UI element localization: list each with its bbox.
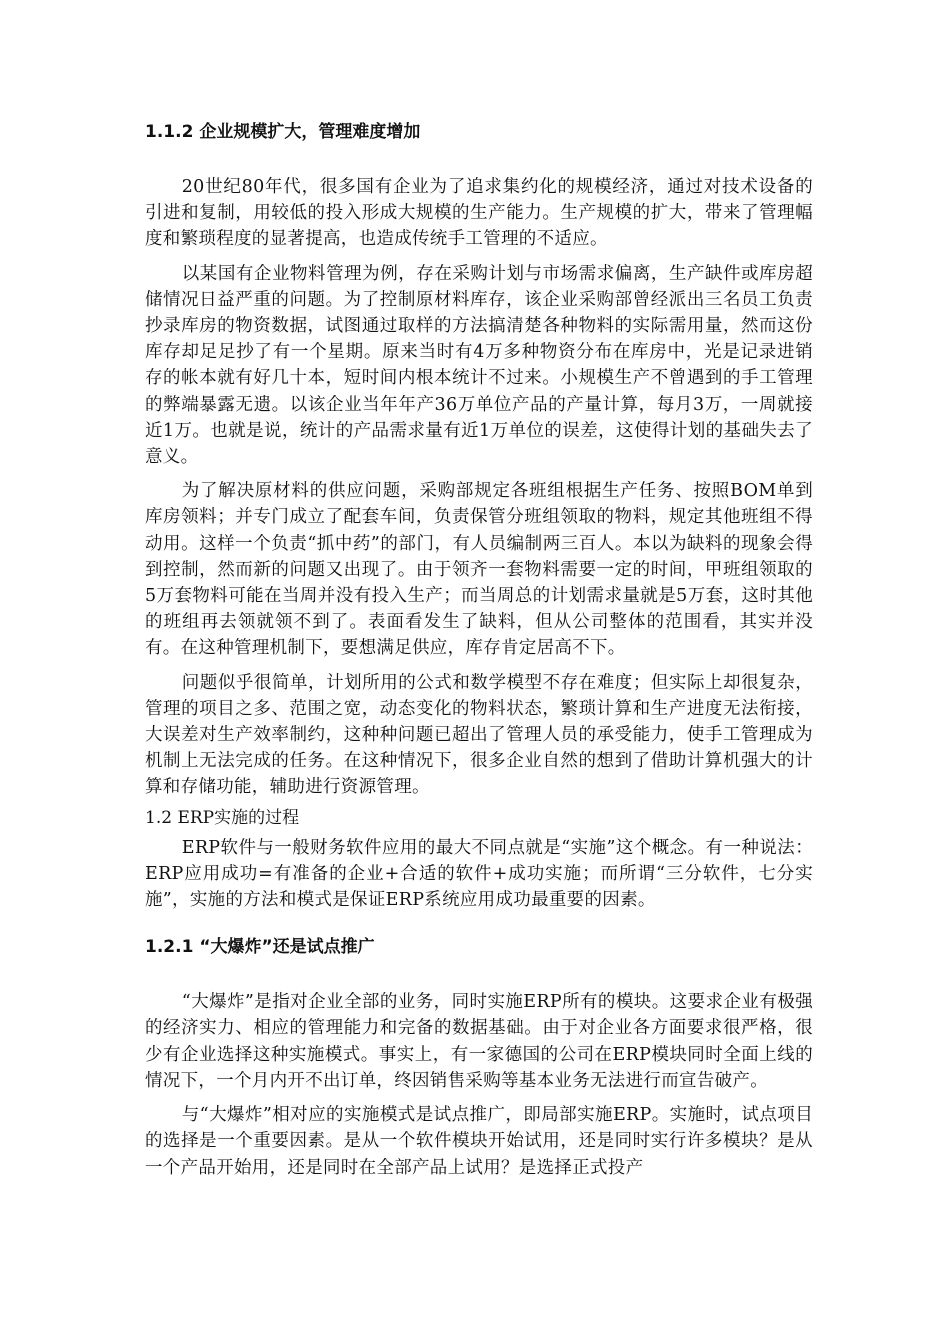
paragraph: 与“大爆炸”相对应的实施模式是试点推广，即局部实施ERP。实施时，试点项目的选择是一个重要因素。是从一个软件模块开始试用，还是同时实行许多模块？是从一个产品开始用，还是同时在全部产品上试用？是选择正式投产 (145, 1105, 813, 1178)
section-heading-1-2: 1.2 ERP实施的过程 (145, 807, 300, 828)
section-heading-1-2-1: 1.2.1 “大爆炸”还是试点推广 (145, 937, 375, 958)
section-heading-1-1-2: 1.1.2 企业规模扩大，管理难度增加 (145, 122, 421, 142)
paragraph: 问题似乎很简单，计划所用的公式和数学模型不存在难度；但实际上却很复杂，管理的项目之多、范围之宽，动态变化的物料状态，繁琐计算和生产进度无法衔接，大误差对生产效率制约，这种种问题已超出了管理人员的承受能力，使手工管理成为机制上无法完成的任务。在这种情况下，很多企业自然的想到了借助计算机强大的计算和存储功能，辅助进行资源管理。 (145, 672, 813, 798)
paragraph: 为了解决原材料的供应问题，采购部规定各班组根据生产任务、按照BOM单到库房领料；并专门成立了配套车间，负责保管分班组领取的物料，规定其他班组不得动用。这样一个负责“抓中药”的部门，有人员编制两三百人。本以为缺料的现象会得到控制，然而新的问题又出现了。由于领齐一套物料需要一定的时间，甲班组领取的5万套物料可能在当周并没有投入生产；而当周总的计划需求量就是5万套，这时其他的班组再去领就领不到了。表面看发生了缺料，但从公司整体的范围看，其实并没有。在这种管理机制下，要想满足供应，库存肯定居高不下。 (145, 481, 813, 659)
document-body (145, 120, 813, 1181)
paragraph: ERP软件与一般财务软件应用的最大不同点就是“实施”这个概念。有一种说法：ERP应用成功=有准备的企业+合适的软件+成功实施；而所谓“三分软件，七分实施”，实施的方法和模式是保证ERP系统应用成功最重要的因素。 (145, 837, 813, 911)
paragraph: “大爆炸”是指对企业全部的业务，同时实施ERP所有的模块。这要求企业有极强的经济实力、相应的管理能力和完备的数据基础。由于对企业各方面要求很严格，很少有企业选择这种实施模式。事实上，有一家德国的公司在ERP模块同时全面上线的情况下，一个月内开不出订单，终因销售采购等基本业务无法进行而宣告破产。 (145, 992, 813, 1091)
paragraph: 20世纪80年代，很多国有企业为了追求集约化的规模经济，通过对技术设备的引进和复制，用较低的投入形成大规模的生产能力。生产规模的扩大，带来了管理幅度和繁琐程度的显著提高，也造成传统手工管理的不适应。 (145, 177, 813, 250)
paragraph: 以某国有企业物料管理为例，存在采购计划与市场需求偏离，生产缺件或库房超储情况日益严重的问题。为了控制原材料库存，该企业采购部曾经派出三名员工负责抄录库房的物资数据，试图通过取样的方法搞清楚各种物料的实际需用量，然而这份库存却足足抄了有一个星期。原来当时有4万多种物资分布在库房中，光是记录进销存的帐本就有好几十本，短时间内根本统计不过来。小规模生产不曾遇到的手工管理的弊端暴露无遗。以该企业当年年产36万单位产品的产量计算，每月3万，一周就接近1万。也就是说，统计的产品需求量有近1万单位的误差，这使得计划的基础失去了意义。 (145, 263, 813, 468)
